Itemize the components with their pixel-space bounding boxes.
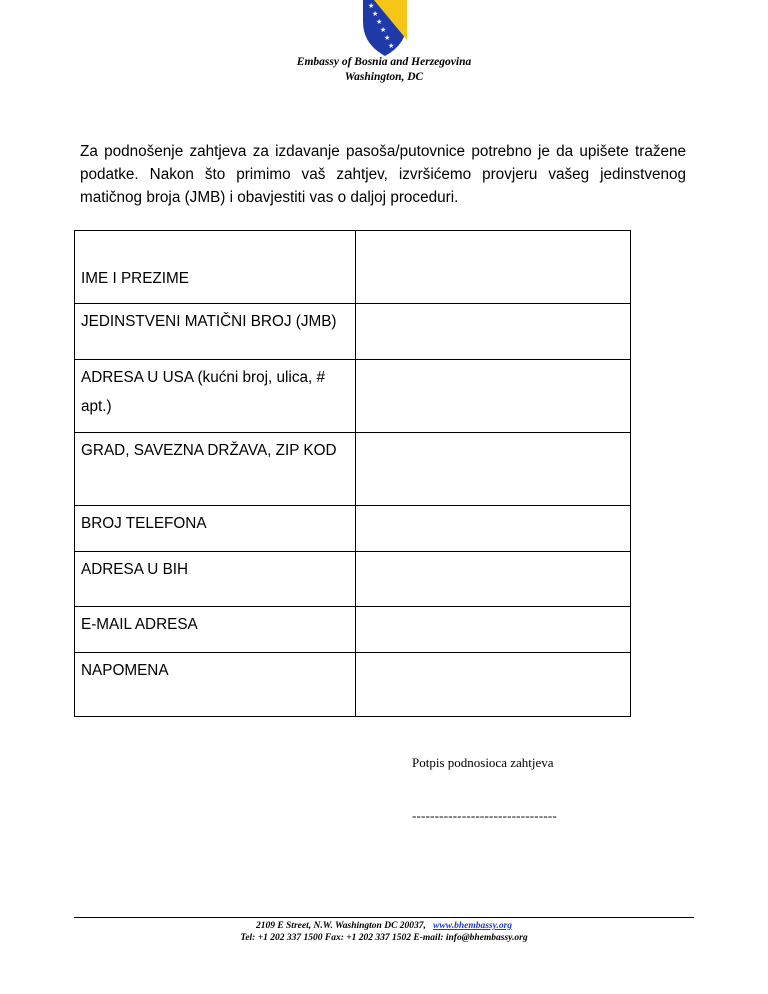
- form-row-city-state-zip: [75, 433, 631, 506]
- field-input-phone[interactable]: [355, 506, 630, 552]
- form-row-bih-address: [75, 552, 631, 607]
- form-label: [75, 653, 356, 717]
- footer-contact: Tel: +1 202 337 1500 Fax: +1 202 337 1502 E-mail: info@bhembassy.org: [240, 933, 528, 943]
- coat-of-arms-icon: [360, 0, 410, 56]
- embassy-city: Washington, DC: [344, 71, 424, 83]
- field-label-phone: BROJ TELEFONA: [81, 515, 207, 532]
- application-form-table: [74, 230, 631, 717]
- svg-text:★: ★: [384, 34, 391, 42]
- field-label-note: NAPOMENA: [81, 662, 169, 679]
- field-label-email: E-MAIL ADRESA: [81, 616, 198, 633]
- svg-text:★: ★: [388, 42, 395, 50]
- form-row-note: [75, 653, 631, 717]
- field-label-city-state-zip: GRAD, SAVEZNA DRŽAVA, ZIP KOD: [81, 442, 337, 459]
- form-label: [75, 506, 356, 552]
- field-label-jmb: JEDINSTVENI MATIČNI BROJ (JMB): [81, 313, 337, 330]
- form-row-phone: [75, 506, 631, 552]
- intro-paragraph: Za podnošenje zahtjeva za izdavanje pasoša/putovnice potrebno je da upišete tražene podatke. Nakon što primimo vaš zahtjev, izvršićemo provjeru vašeg jedinstvenog matičnog broja (JMB) i obavjestiti vas o daljoj proceduri.: [80, 143, 686, 206]
- field-label-bih-address: ADRESA U BIH: [81, 561, 189, 578]
- form-row-name: [75, 231, 631, 304]
- form-row-email: [75, 607, 631, 653]
- form-label: [75, 231, 356, 304]
- signature-line[interactable]: --------------------------------: [412, 808, 557, 823]
- website-link[interactable]: www.bhembassy.org: [433, 921, 513, 931]
- form-label: [75, 304, 356, 360]
- field-input-city-state-zip[interactable]: [355, 433, 630, 506]
- footer-address: 2109 E Street, N.W. Washington DC 20037,: [255, 921, 426, 931]
- svg-text:★: ★: [380, 26, 387, 34]
- field-input-us-address[interactable]: [355, 360, 630, 433]
- form-label: [75, 433, 356, 506]
- form-label: [75, 607, 356, 653]
- footer-address-line: [0, 921, 768, 931]
- field-label-us-address: ADRESA U USA (kućni broj, ulica, # apt.): [81, 369, 325, 415]
- footer-divider: [74, 917, 694, 918]
- form-row-us-address: [75, 360, 631, 433]
- svg-text:★: ★: [372, 10, 379, 18]
- field-label-name: IME I PREZIME: [81, 270, 189, 287]
- embassy-name: Embassy of Bosnia and Herzegovina: [296, 56, 472, 68]
- form-label: [75, 552, 356, 607]
- form-row-jmb: [75, 304, 631, 360]
- field-input-email[interactable]: [355, 607, 630, 653]
- signature-label: Potpis podnosioca zahtjeva: [412, 755, 554, 770]
- field-input-note[interactable]: [355, 653, 630, 717]
- svg-text:★: ★: [376, 18, 383, 26]
- field-input-bih-address[interactable]: [355, 552, 630, 607]
- svg-text:★: ★: [368, 2, 375, 10]
- form-label: [75, 360, 356, 433]
- field-input-name[interactable]: [355, 231, 630, 304]
- field-input-jmb[interactable]: [355, 304, 630, 360]
